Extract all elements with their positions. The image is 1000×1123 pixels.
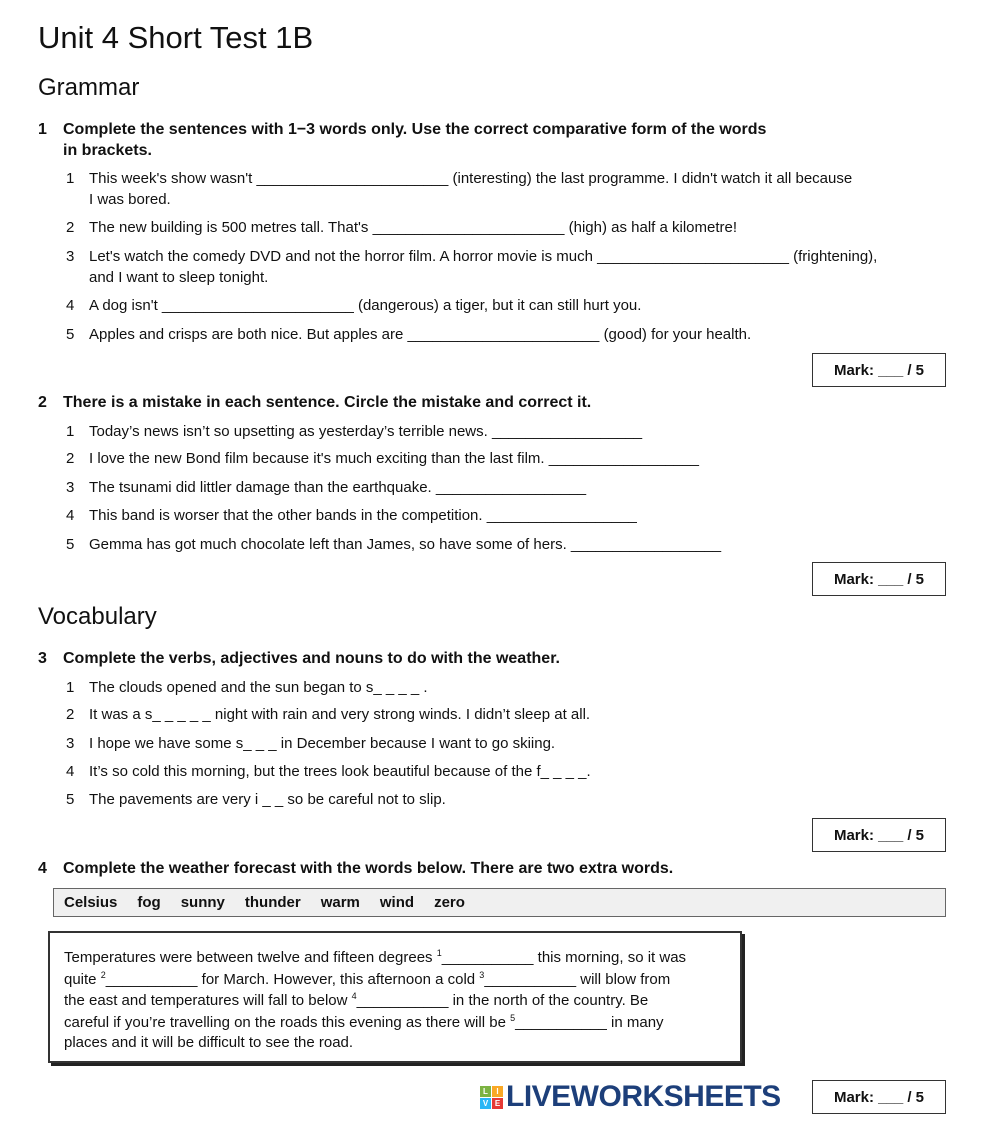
item-number: 1 bbox=[66, 170, 75, 187]
item-text: This week's show wasn't _______________________ (interesting) the last programme. I didn't watch it all because bbox=[89, 170, 853, 187]
passage-line: Temperatures were between twelve and fifteen degrees $^1$___________ this morning, so it was bbox=[64, 948, 687, 966]
item-text: The clouds opened and the sun began to s_ _ _ _ . bbox=[89, 679, 428, 696]
question-instruction: Complete the sentences with 1−3 words only. Use the correct comparative form of the words bbox=[63, 121, 767, 138]
item-number: 4 bbox=[66, 507, 75, 524]
item-text: It was a s_ _ _ _ _ night with rain and very strong winds. I didn’t sleep at all. bbox=[89, 706, 591, 723]
item-text: I love the new Bond film because it's much exciting than the last film. __________________ bbox=[89, 450, 699, 467]
item-number: 1 bbox=[66, 679, 75, 696]
word-bank-item: sunny bbox=[180, 894, 225, 911]
item-text: I was bored. bbox=[89, 191, 171, 208]
question-instruction: Complete the verbs, adjectives and nouns to do with the weather. bbox=[63, 650, 560, 667]
word-bank-item: zero bbox=[434, 894, 465, 911]
question-number: 3 bbox=[38, 650, 47, 667]
item-number: 4 bbox=[66, 297, 75, 314]
item-text: The pavements are very i _ _ so be careful not to slip. bbox=[89, 791, 446, 808]
passage-line: the east and temperatures will fall to below $^4$___________ in the north of the country. Be bbox=[64, 991, 649, 1009]
question-instruction: in brackets. bbox=[63, 142, 152, 159]
item-text: The new building is 500 metres tall. That's _______________________ (high) as half a kilometre! bbox=[89, 219, 738, 236]
logo-tiles-icon: L I V E bbox=[480, 1086, 503, 1109]
passage-line: careful if you’re travelling on the roads this evening as there will be $^5$___________ in many bbox=[64, 1013, 664, 1031]
item-text: and I want to sleep tonight. bbox=[89, 269, 269, 286]
logo-text: LIVEWORKSHEETS bbox=[506, 1080, 781, 1113]
item-number: 4 bbox=[66, 763, 75, 780]
question-instruction: There is a mistake in each sentence. Circle the mistake and correct it. bbox=[63, 394, 592, 411]
question-number: 2 bbox=[38, 394, 47, 411]
word-bank-item: warm bbox=[320, 894, 360, 911]
item-text: The tsunami did littler damage than the earthquake. __________________ bbox=[89, 479, 587, 496]
question-number: 4 bbox=[38, 860, 47, 877]
question-instruction: Complete the weather forecast with the words below. There are two extra words. bbox=[63, 860, 674, 877]
item-number: 3 bbox=[66, 479, 75, 496]
item-number: 5 bbox=[66, 326, 75, 343]
item-text: This band is worser that the other bands in the competition. __________________ bbox=[89, 507, 637, 524]
word-bank-item: thunder bbox=[244, 894, 301, 911]
item-number: 1 bbox=[66, 423, 75, 440]
section-grammar: Grammar bbox=[38, 74, 140, 101]
item-text: It’s so cold this morning, but the trees look beautiful because of the f_ _ _ _. bbox=[89, 763, 591, 780]
liveworksheets-logo bbox=[480, 1080, 781, 1114]
item-text: Apples and crisps are both nice. But apples are _______________________ (good) for your health. bbox=[89, 326, 752, 343]
item-number: 3 bbox=[66, 248, 75, 265]
question-number: 1 bbox=[38, 121, 47, 138]
section-vocabulary: Vocabulary bbox=[38, 603, 157, 630]
item-text: Today’s news isn’t so upsetting as yesterday’s terrible news. __________________ bbox=[89, 423, 643, 440]
passage-line: places and it will be difficult to see the road. bbox=[64, 1034, 354, 1051]
passage-line: quite $^2$___________ for March. However, this afternoon a cold $^3$___________ will blow from bbox=[64, 970, 671, 988]
mark-box: Mark: ___ / 5 bbox=[812, 818, 946, 852]
item-number: 2 bbox=[66, 219, 75, 236]
word-bank bbox=[53, 888, 946, 917]
item-text: I hope we have some s_ _ _ in December because I want to go skiing. bbox=[89, 735, 556, 752]
word-bank-item: fog bbox=[137, 894, 161, 911]
item-text: Let's watch the comedy DVD and not the horror film. A horror movie is much _______________________ (frightening), bbox=[89, 248, 878, 265]
word-bank-item: wind bbox=[379, 894, 415, 911]
item-text: A dog isn't _______________________ (dangerous) a tiger, but it can still hurt you. bbox=[89, 297, 642, 314]
item-number: 2 bbox=[66, 706, 75, 723]
item-number: 5 bbox=[66, 791, 75, 808]
mark-box: Mark: ___ / 5 bbox=[812, 1080, 946, 1114]
mark-box: Mark: ___ / 5 bbox=[812, 353, 946, 387]
item-text: Gemma has got much chocolate left than James, so have some of hers. __________________ bbox=[89, 536, 722, 553]
forecast-passage bbox=[48, 931, 742, 1063]
item-number: 3 bbox=[66, 735, 75, 752]
word-bank-item: Celsius bbox=[64, 894, 118, 911]
item-number: 5 bbox=[66, 536, 75, 553]
item-number: 2 bbox=[66, 450, 75, 467]
page-title: Unit 4 Short Test 1B bbox=[38, 20, 314, 55]
mark-box: Mark: ___ / 5 bbox=[812, 562, 946, 596]
